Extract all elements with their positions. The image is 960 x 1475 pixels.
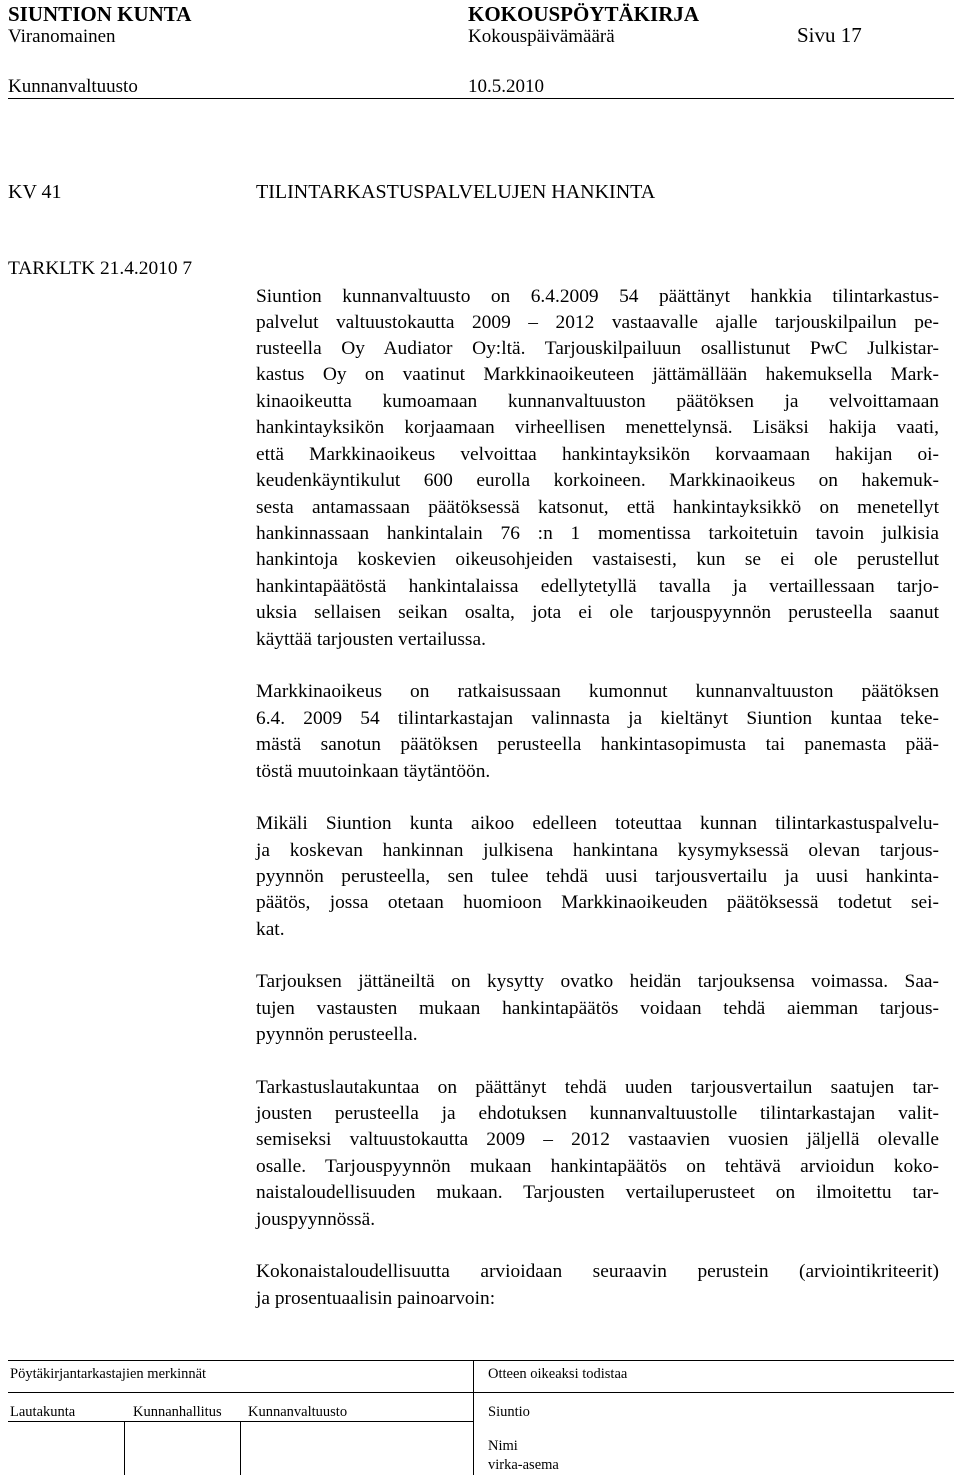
text-line: osalle. Tarjouspyynnön mukaan hankintapäätös on tehtävä arvioidun koko- bbox=[256, 1156, 939, 1177]
text-line: että Markkinaoikeus velvoittaa hankintayksikön korvaamaan hakijan oi- bbox=[256, 444, 939, 465]
initials-col-kunnanhallitus: Kunnanhallitus bbox=[133, 1404, 222, 1420]
governing-body: Kunnanvaltuusto bbox=[8, 76, 138, 97]
initials-divider-2 bbox=[240, 1421, 241, 1475]
text-line: uksia sellaisen seikan osalta, jota ei ole tarjouspyynnön perusteella saanut bbox=[256, 602, 939, 623]
meeting-date-label: Kokouspäivämäärä bbox=[468, 26, 615, 47]
text-line: Siuntion kunnanvaltuusto on 6.4.2009 54 päättänyt hankkia tilintarkastus- bbox=[256, 286, 939, 307]
text-line: kat. bbox=[256, 919, 285, 940]
authority-label: Viranomainen bbox=[8, 26, 116, 47]
name-label: Nimi bbox=[488, 1438, 518, 1454]
initials-col-lautakunta: Lautakunta bbox=[10, 1404, 76, 1420]
text-line: hankinnassaan hankintalain 76 :n 1 momentissa tarkoitetuin tavoin julkisia bbox=[256, 523, 939, 544]
org-name: SIUNTION KUNTA bbox=[8, 2, 192, 26]
title-label: virka-asema bbox=[488, 1457, 559, 1473]
initials-divider-1 bbox=[124, 1421, 125, 1475]
certified-label: Otteen oikeaksi todistaa bbox=[488, 1366, 628, 1382]
text-line: pyynnön perusteella. bbox=[256, 1024, 418, 1045]
text-line: Markkinaoikeus on ratkaisussaan kumonnut kunnanvaltuuston päätöksen bbox=[256, 681, 939, 702]
text-line: kastus Oy on vaatinut Markkinaoikeuteen jättämällään hakemuksella Mark- bbox=[256, 364, 939, 385]
preparation-reference: TARKLTK 21.4.2010 7 bbox=[8, 258, 193, 279]
text-line: hankintayksikön korjaamaan virheellisen menettelynsä. Lisäksi hakija vaati, bbox=[256, 417, 939, 438]
text-line: ja prosentuaalisin painoarvoin: bbox=[256, 1288, 496, 1309]
text-line: päätös, jossa otetaan huomioon Markkinaoikeuden päätöksessä todetut sei- bbox=[256, 892, 939, 913]
initials-label: Pöytäkirjantarkastajien merkinnät bbox=[10, 1366, 207, 1382]
text-line: naistaloudellisuuden mukaan. Tarjousten vertailuperusteet on ilmoitettu tar- bbox=[256, 1182, 939, 1203]
text-line: Kokonaistaloudellisuutta arvioidaan seuraavin perustein (arviointikriteerit) bbox=[256, 1261, 939, 1282]
text-line: kinaoikeutta kumoamaan kunnanvaltuuston päätöksen ja velvoittamaan bbox=[256, 391, 939, 412]
section-number: KV 41 bbox=[8, 181, 62, 203]
text-line: mästä sanotun päätöksen perusteella hankintasopimusta tai panemasta pää- bbox=[256, 734, 939, 755]
text-line: jousten perusteella ja ehdotuksen kunnanvaltuustolle tilintarkastajan valit- bbox=[256, 1103, 939, 1124]
text-line: palvelut valtuustokautta 2009 – 2012 vastaavalle ajalle tarjouskilpailun pe- bbox=[256, 312, 939, 333]
text-line: töstä muutoinkaan täytäntöön. bbox=[256, 761, 491, 782]
text-line: hankintoja koskevien oikeusohjeiden vastaisesti, kun se ei ole perustellut bbox=[256, 549, 939, 570]
footer-center-divider bbox=[473, 1360, 474, 1475]
text-line: hankintapäätöstä hankintalaissa edellytetyllä tavalla ja vertaillessaan tarjo- bbox=[256, 576, 939, 597]
meeting-date: 10.5.2010 bbox=[468, 76, 544, 97]
section-title: TILINTARKASTUSPALVELUJEN HANKINTA bbox=[256, 181, 656, 203]
header-divider bbox=[8, 98, 954, 99]
text-line: käyttää tarjousten vertailussa. bbox=[256, 629, 486, 650]
text-line: ja koskevan hankinnan julkisena hankintana kysymyksessä olevan tarjous- bbox=[256, 840, 939, 861]
text-line: Tarjouksen jättäneiltä on kysytty ovatko heidän tarjouksensa voimassa. Saa- bbox=[256, 971, 939, 992]
text-line: sesta antamassaan päätöksessä katsonut, että hankintayksikkö on menetellyt bbox=[256, 497, 939, 518]
text-line: Mikäli Siuntion kunta aikoo edelleen toteuttaa kunnan tilintarkastuspalvelu- bbox=[256, 813, 939, 834]
text-line: 6.4. 2009 54 tilintarkastajan valinnasta ja kieltänyt Siuntion kuntaa teke- bbox=[256, 708, 939, 729]
initials-col-kunnanvaltuusto: Kunnanvaltuusto bbox=[248, 1404, 348, 1420]
footer-top-rule bbox=[8, 1360, 954, 1361]
text-line: semiseksi valtuustokautta 2009 – 2012 vastaavien vuosien jäljellä olevalle bbox=[256, 1129, 939, 1150]
footer-mid-rule bbox=[8, 1392, 954, 1393]
text-line: rusteella Oy Audiator Oy:ltä. Tarjouskilpailuun osallistunut PwC Julkistar- bbox=[256, 338, 939, 359]
place-label: Siuntio bbox=[488, 1404, 530, 1420]
doc-type: KOKOUSPÖYTÄKIRJA bbox=[468, 2, 700, 26]
text-line: pyynnön perusteella, sen tulee tehdä uusi tarjousvertailu ja uusi hankinta- bbox=[256, 866, 939, 887]
text-line: keudenkäyntikulut 600 eurolla korkoineen. Markkinaoikeus on hakemuk- bbox=[256, 470, 939, 491]
text-line: tujen vastausten mukaan hankintapäätös voidaan tehdä aiemman tarjous- bbox=[256, 998, 939, 1019]
text-line: jouspyynnössä. bbox=[256, 1209, 376, 1230]
text-line: Tarkastuslautakuntaa on päättänyt tehdä uuden tarjousvertailun saatujen tar- bbox=[256, 1077, 939, 1098]
page-number: Sivu 17 bbox=[797, 23, 862, 47]
